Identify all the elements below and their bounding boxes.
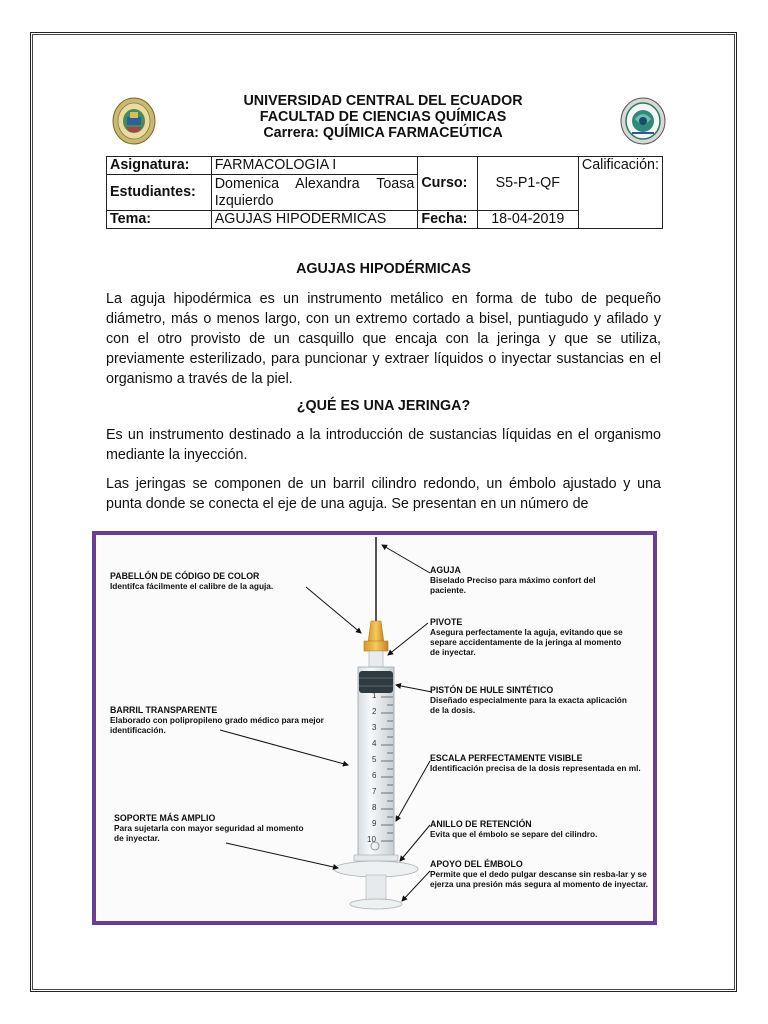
scale-label-1: 1 <box>372 691 377 700</box>
hub-base <box>364 641 388 651</box>
callout-barril <box>110 705 340 735</box>
callout-apoyo-desc: Permite que el dedo pulgar descanse sin resba-lar y se ejerza una presión más segura al momento de inyectar. <box>430 869 649 889</box>
callout-anillo-title: ANILLO DE RETENCIÓN <box>430 819 532 829</box>
faculty-seal-icon <box>620 97 666 145</box>
callout-pabellon <box>110 571 340 591</box>
scale-label-3: 3 <box>372 723 377 732</box>
scale-label-5: 5 <box>372 755 377 764</box>
topic-value: AGUJAS HIPODERMICAS <box>211 211 418 229</box>
university-seal-icon <box>112 97 156 145</box>
course-label: Curso: <box>418 157 477 211</box>
callout-apoyo-title: APOYO DEL ÉMBOLO <box>430 859 523 869</box>
callout-pabellon-desc: Identifca fácilmente el calibre de la aguja. <box>110 581 274 591</box>
callout-soporte-title: SOPORTE MÁS AMPLIO <box>114 813 216 823</box>
faculty-name: FACULTAD DE CIENCIAS QUÍMICAS <box>259 109 507 125</box>
callout-escala <box>430 753 652 773</box>
arrow-escala <box>396 761 430 821</box>
grade-label: Calificación: <box>578 157 662 229</box>
university-name: UNIVERSIDAD CENTRAL DEL ECUADOR <box>243 93 523 109</box>
callout-aguja <box>430 565 630 595</box>
arrow-apoyo <box>402 871 430 901</box>
callout-escala-title: ESCALA PERFECTAMENTE VISIBLE <box>430 753 583 763</box>
callout-piston-title: PISTÓN DE HULE SINTÉTICO <box>430 685 554 695</box>
paragraph-syringe-components: Las jeringas se componen de un barril cilindro redondo, un émbolo ajustado y una punta donde se conecta el eje de una aguja. Se presentan en un número de <box>106 476 661 512</box>
callout-pivote-title: PIVOTE <box>430 617 463 627</box>
section-title-syringe: ¿QUÉ ES UNA JERINGA? <box>296 398 471 414</box>
callout-aguja-desc: Biselado Preciso para máximo confort del paciente. <box>430 575 596 595</box>
scale-label-7: 7 <box>372 787 377 796</box>
date-label: Fecha: <box>418 211 477 229</box>
thumb-rest <box>350 899 402 909</box>
course-value: S5-P1-QF <box>477 157 578 211</box>
callout-aguja-title: AGUJA <box>430 565 461 575</box>
callout-pivote <box>430 617 630 657</box>
section-title-needles: AGUJAS HIPODÉRMICAS <box>296 261 471 277</box>
scale-label-6: 6 <box>372 771 377 780</box>
finger-flange <box>334 861 418 877</box>
scale-label-2: 2 <box>372 707 377 716</box>
arrow-anillo <box>400 825 430 861</box>
callout-soporte-desc: Para sujetarla con mayor seguridad al momento de inyectar. <box>114 823 304 843</box>
arrow-pivote <box>388 623 428 655</box>
document-header <box>160 93 606 141</box>
topic-label: Tema: <box>107 211 212 229</box>
arrow-aguja <box>382 545 430 573</box>
luer-tip <box>369 651 383 667</box>
students-label: Estudiantes: <box>107 175 212 211</box>
plunger-rod <box>366 875 386 901</box>
date-value: 18-04-2019 <box>477 211 578 229</box>
subject-value: FARMACOLOGIA I <box>211 157 418 175</box>
scale-label-10: 10 <box>367 835 376 844</box>
callout-soporte <box>114 813 304 843</box>
subject-label: Asignatura: <box>107 157 212 175</box>
scale-label-9: 9 <box>372 819 377 828</box>
arrow-pabellon <box>306 587 361 633</box>
callout-anillo-desc: Evita que el émbolo se separe del cilindro. <box>430 829 598 839</box>
needle-hub <box>368 621 384 643</box>
plunger-rubber <box>359 671 393 693</box>
arrow-piston <box>396 685 432 692</box>
retention-ring <box>354 855 398 861</box>
callout-anillo <box>430 819 640 839</box>
callout-escala-desc: Identificación precisa de la dosis representada en ml. <box>430 763 641 773</box>
callout-barril-title: BARRIL TRANSPARENTE <box>110 705 218 715</box>
callout-pabellon-title: PABELLÓN DE CÓDIGO DE COLOR <box>110 571 260 581</box>
paragraph-needle-definition: La aguja hipodérmica es un instrumento metálico en forma de tubo de pequeño diámetro, más o menos largo, con un extremo cortado a bisel, puntiagudo y afilado y con el otro provisto de un casquillo que encaja con la jeringa y que se utiliza, previamente esterilizado, para puncionar y extraer líquidos o inyectar sustancias en el organismo a través de la piel. <box>106 291 661 387</box>
arrow-barril <box>220 730 348 765</box>
callout-pivote-desc: Asegura perfectamente la aguja, evitando que se separe accidentamente de la jeringa al momento de inyectar. <box>430 627 623 657</box>
callout-apoyo <box>430 859 650 889</box>
syringe-diagram <box>92 531 657 925</box>
scale-label-4: 4 <box>372 739 377 748</box>
callout-piston <box>430 685 630 715</box>
career-name: Carrera: QUÍMICA FARMACEÚTICA <box>263 125 503 141</box>
info-table <box>106 156 663 229</box>
callout-piston-desc: Diseñado especialmente para la exacta aplicación de la dosis. <box>430 695 627 715</box>
students-value: Domenica Alexandra Toasa Izquierdo <box>211 175 418 211</box>
callout-barril-desc: Elaborado con polipropileno grado médico para mejor identificación. <box>110 715 324 735</box>
paragraph-syringe-definition: Es un instrumento destinado a la introducción de sustancias líquidas en el organismo mediante la inyección. <box>106 427 661 463</box>
arrow-soporte <box>226 843 338 868</box>
scale-label-8: 8 <box>372 803 377 812</box>
